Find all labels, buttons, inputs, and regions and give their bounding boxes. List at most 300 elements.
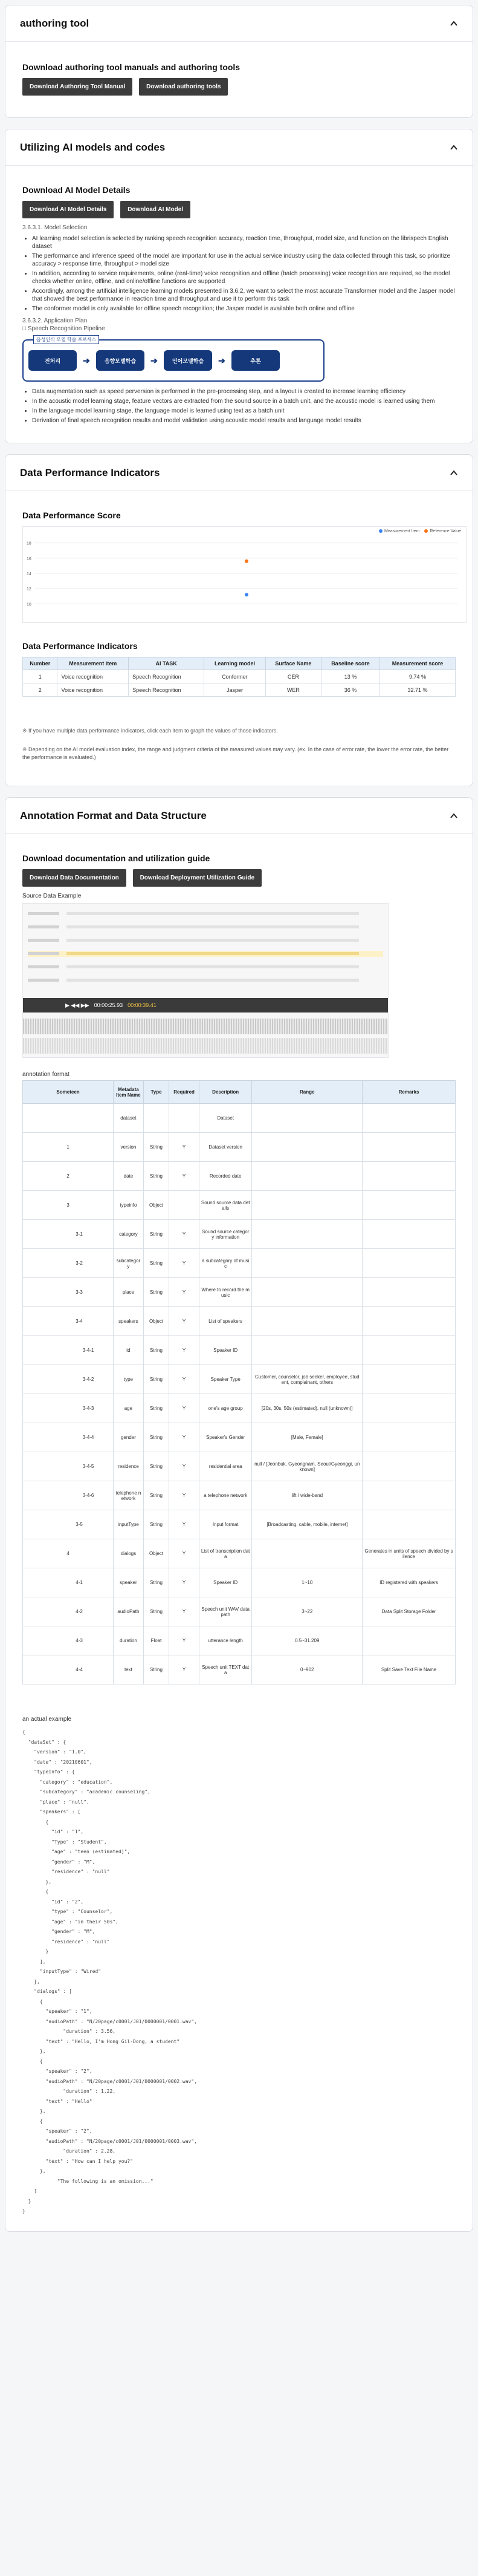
- cell: lift / wide-band: [252, 1481, 363, 1510]
- table-row: [23, 1336, 456, 1365]
- chevron-up-icon[interactable]: [450, 19, 458, 28]
- cell: typeinfo: [114, 1191, 144, 1220]
- cell: [252, 1249, 363, 1278]
- arrow-right-icon: ➔: [83, 355, 90, 365]
- cell: subcategory: [114, 1249, 144, 1278]
- transcript-line: [28, 924, 383, 930]
- chevron-up-icon[interactable]: [450, 812, 458, 820]
- code-line: {: [22, 1998, 43, 2004]
- code-line: "speaker" : "2",: [22, 2069, 92, 2074]
- cell: type: [114, 1365, 144, 1394]
- table-row[interactable]: [23, 683, 456, 697]
- ai-models-subtitle: Download AI Model Details: [22, 185, 131, 195]
- cell: a subcategory of music: [199, 1249, 252, 1278]
- cell: 0.5~31.209: [252, 1626, 363, 1655]
- y-tick-label: 10: [27, 602, 31, 607]
- cell: [Male, Female]: [252, 1423, 363, 1452]
- table-row: [23, 1568, 456, 1597]
- code-line: "gender" : "M",: [22, 1929, 95, 1934]
- cell: String: [143, 1423, 169, 1452]
- cell: dialogs: [114, 1539, 144, 1568]
- code-line: {: [22, 1729, 25, 1735]
- performance-chart: [22, 526, 467, 623]
- cell: Input format: [199, 1510, 252, 1539]
- y-tick-label: 18: [27, 541, 31, 546]
- cell: 2: [23, 683, 57, 697]
- performance-header[interactable]: [5, 455, 473, 491]
- cell: Speech unit WAV data path: [199, 1597, 252, 1626]
- cell: 1: [23, 670, 57, 683]
- col-baseline-score: Baseline score: [321, 657, 379, 670]
- cell: Sound source category information: [199, 1220, 252, 1249]
- authoring-header[interactable]: [5, 5, 473, 42]
- annotation-title: Annotation Format and Data Structure: [20, 809, 207, 821]
- cell: [143, 1104, 169, 1133]
- code-line: {: [22, 2118, 43, 2124]
- table-row: [23, 1597, 456, 1626]
- cell: one's age group: [199, 1394, 252, 1423]
- data-point-reference[interactable]: [245, 559, 248, 563]
- arrow-right-icon: ➔: [218, 355, 225, 365]
- ai-models-title: Utilizing AI models and codes: [20, 141, 166, 153]
- cell: [363, 1307, 456, 1336]
- cell: 3-1: [23, 1220, 114, 1249]
- cell: Y: [169, 1394, 199, 1423]
- table-row: [23, 1307, 456, 1336]
- cell: String: [143, 1365, 169, 1394]
- list-item: • Accordingly, among the artificial intelligence learning models presented in 3.6.2, we want to select the most accurate Transformer model and the Jasper model that showed the best performance in reaction time and throughput and use it to perform this task: [32, 287, 456, 303]
- cell: [363, 1278, 456, 1307]
- cell: [252, 1539, 363, 1568]
- cell: String: [143, 1394, 169, 1423]
- cell: 3-4-4: [23, 1423, 114, 1452]
- cell: audioPath: [114, 1597, 144, 1626]
- cell: List of transcription data: [199, 1539, 252, 1568]
- cell: Customer, counselor, job seeker, employee, student, complainant, others: [252, 1365, 363, 1394]
- pipeline-step-acoustic: 음향모델학습: [96, 350, 144, 371]
- table-row: [23, 1452, 456, 1481]
- code-line: "typeInfo" : {: [22, 1769, 75, 1775]
- pipeline-tag: 음성인식 모델 학습 프로세스: [33, 335, 99, 344]
- code-line: "residence" : "null": [22, 1869, 110, 1874]
- code-line: "text" : "Hello": [22, 2098, 92, 2104]
- cell: 2: [23, 1162, 114, 1191]
- table-row: [23, 1220, 456, 1249]
- cell: [252, 1191, 363, 1220]
- cell: Y: [169, 1365, 199, 1394]
- cell: age: [114, 1394, 144, 1423]
- cell: Speaker ID: [199, 1336, 252, 1365]
- audio-time-total: 00:00:39.41: [128, 1002, 157, 1008]
- cell: [363, 1249, 456, 1278]
- performance-note-2: ※ Depending on the AI model evaluation index, the range and judgment criteria of the measured values may vary. (ex. In the case of error rate, the lower the error rate, the better the performance is evaluated.): [22, 746, 449, 760]
- cell: 3~22: [252, 1597, 363, 1626]
- table-row: [23, 1481, 456, 1510]
- arrow-right-icon: ➔: [150, 355, 158, 365]
- cell: 0~902: [252, 1655, 363, 1684]
- cell: String: [143, 1510, 169, 1539]
- cell: String: [143, 1481, 169, 1510]
- download-tools-button[interactable]: Download authoring tools: [139, 78, 228, 96]
- cell: category: [114, 1220, 144, 1249]
- cell: speakers: [114, 1307, 144, 1336]
- code-line: "inputType" : "Wired": [22, 1969, 102, 1974]
- cell: telephone network: [114, 1481, 144, 1510]
- cell: speaker: [114, 1568, 144, 1597]
- cell: String: [143, 1336, 169, 1365]
- application-plan-heading: 3.6.3.2. Application Plan: [22, 318, 88, 324]
- cell: utterance length: [199, 1626, 252, 1655]
- code-line: }: [22, 1949, 49, 1954]
- list-item: • The conformer model is only available for offline speech recognition; the Jasper model is available both online and offline: [32, 305, 456, 313]
- code-line: "date" : "20210601",: [22, 1759, 92, 1765]
- col-measurement-item: Measurement item: [57, 657, 129, 670]
- code-line: }: [22, 2198, 31, 2204]
- col-description: Description: [199, 1081, 252, 1104]
- play-icon[interactable]: ▶ ◀◀ ▶▶: [65, 1002, 89, 1008]
- code-line: "dataSet" : {: [22, 1739, 66, 1745]
- cell: Speech Recognition: [129, 670, 204, 683]
- pipeline-heading: □ Speech Recognition Pipeline: [22, 325, 105, 332]
- cell: a telephone network: [199, 1481, 252, 1510]
- y-tick-label: 14: [27, 572, 31, 576]
- cell: Split Save Text File Name: [363, 1655, 456, 1684]
- cell: Object: [143, 1191, 169, 1220]
- cell: Y: [169, 1539, 199, 1568]
- cell: [252, 1220, 363, 1249]
- cell: dataset: [114, 1104, 144, 1133]
- json-example-code: [22, 1727, 456, 2217]
- list-item: • In the acoustic model learning stage, feature vectors are extracted from the sound source in a batch unit, and the acoustic model is learned using them: [32, 397, 456, 405]
- cell: String: [143, 1597, 169, 1626]
- code-line: ]: [22, 2188, 37, 2194]
- cell: String: [143, 1655, 169, 1684]
- code-line: "subcategory" : "academic counseling",: [22, 1789, 150, 1795]
- authoring-panel: [5, 5, 473, 118]
- cell: 4-4: [23, 1655, 114, 1684]
- table-row: [23, 1162, 456, 1191]
- audio-time-current: 00:00:25.93: [94, 1002, 123, 1008]
- cell: Y: [169, 1655, 199, 1684]
- cell: Y: [169, 1133, 199, 1162]
- code-line: "category" : "education",: [22, 1779, 113, 1785]
- code-line: },: [22, 1978, 40, 1984]
- source-data-label: Source Data Example: [22, 893, 82, 899]
- cell: Jasper: [204, 683, 266, 697]
- code-line: },: [22, 1879, 52, 1885]
- authoring-subtitle: Download authoring tool manuals and authoring tools: [22, 62, 241, 72]
- cell: Conformer: [204, 670, 266, 683]
- source-data-image: [22, 903, 389, 1058]
- cell: id: [114, 1336, 144, 1365]
- pipeline-step-preprocess: 전처리: [28, 350, 77, 371]
- cell: [363, 1452, 456, 1481]
- code-line: ],: [22, 1958, 46, 1965]
- col-ai-task: AI TASK: [129, 657, 204, 670]
- cell: 3-4-1: [23, 1336, 114, 1365]
- cell: [252, 1133, 363, 1162]
- table-row: [23, 1510, 456, 1539]
- cell: 3-4-3: [23, 1394, 114, 1423]
- cell: null / [Jeonbuk, Gyeongnam, Seoul/Gyeonggi, unknown]: [252, 1452, 363, 1481]
- col-required: Required: [169, 1081, 199, 1104]
- cell: [363, 1394, 456, 1423]
- cell: Y: [169, 1510, 199, 1539]
- annotation-header[interactable]: [5, 798, 473, 834]
- cell: String: [143, 1568, 169, 1597]
- annotation-panel: [5, 797, 473, 2232]
- code-line: },: [22, 2168, 46, 2174]
- cell: [363, 1365, 456, 1394]
- performance-title: Data Performance Indicators: [20, 466, 160, 478]
- cell: 3: [23, 1191, 114, 1220]
- code-line: "audioPath" : "N/20page/c0001/J01/0000001/0003.wav",: [22, 2138, 197, 2144]
- cell: [363, 1104, 456, 1133]
- code-line: "text" : "Hello, I'm Hong Gil-Dong, a student": [22, 2038, 180, 2044]
- audio-player-bar[interactable]: [23, 998, 388, 1012]
- cell: 4: [23, 1539, 114, 1568]
- cell: 4-1: [23, 1568, 114, 1597]
- list-item: • The performance and inference speed of the model are important for use in the actual service industry using the data collected through this task, so prioritize accuracy > response time, throughput > model size: [32, 252, 456, 268]
- cell: Y: [169, 1481, 199, 1510]
- cell: Dataset version: [199, 1133, 252, 1162]
- table-header-row: [23, 657, 456, 670]
- chevron-up-icon[interactable]: [450, 143, 458, 152]
- download-manual-button[interactable]: Download Authoring Tool Manual: [22, 78, 132, 96]
- table-row: [23, 1191, 456, 1220]
- cell: [363, 1336, 456, 1365]
- cell: Speech unit TEXT data: [199, 1655, 252, 1684]
- ai-models-panel: [5, 129, 473, 443]
- y-tick-label: 16: [27, 556, 31, 561]
- cell: Y: [169, 1568, 199, 1597]
- col-item-name: Metadata Item Name: [114, 1081, 144, 1104]
- code-line: "age" : "in their 50s",: [22, 1919, 118, 1925]
- cell: Recorded date: [199, 1162, 252, 1191]
- cell: Y: [169, 1249, 199, 1278]
- cell: residence: [114, 1452, 144, 1481]
- cell: [363, 1162, 456, 1191]
- annotation-format-label: annotation format: [22, 1071, 69, 1078]
- cell: [363, 1626, 456, 1655]
- col-someteen: Someteen: [23, 1081, 114, 1104]
- chart-legend: [379, 529, 461, 533]
- chart-svg: [23, 527, 466, 622]
- download-documentation-button[interactable]: Download Data Documentation: [22, 869, 126, 887]
- cell: String: [143, 1249, 169, 1278]
- code-line: },: [22, 2049, 46, 2054]
- code-line: "dialogs" : [: [22, 1989, 72, 1994]
- cell: [169, 1191, 199, 1220]
- code-line: "id" : "2",: [22, 1899, 84, 1905]
- cell: Voice recognition: [57, 683, 129, 697]
- cell: 4-3: [23, 1626, 114, 1655]
- code-line: }: [22, 2208, 25, 2214]
- transcript-line: [28, 964, 383, 970]
- download-guide-button[interactable]: Download Deployment Utilization Guide: [133, 869, 262, 887]
- cell: [363, 1220, 456, 1249]
- cell: List of speakers: [199, 1307, 252, 1336]
- code-line: "place" : "null",: [22, 1799, 89, 1805]
- cell: [363, 1510, 456, 1539]
- cell: 3-4-2: [23, 1365, 114, 1394]
- cell: 3-4: [23, 1307, 114, 1336]
- cell: WER: [265, 683, 321, 697]
- cell: [363, 1481, 456, 1510]
- cell: String: [143, 1133, 169, 1162]
- table-row: [23, 1249, 456, 1278]
- cell: [252, 1162, 363, 1191]
- cell: 3-5: [23, 1510, 114, 1539]
- cell: Y: [169, 1452, 199, 1481]
- legend-item-reference[interactable]: Reference Value: [424, 529, 461, 533]
- cell: gender: [114, 1423, 144, 1452]
- cell: duration: [114, 1626, 144, 1655]
- cell: Y: [169, 1597, 199, 1626]
- ai-models-header[interactable]: [5, 129, 473, 166]
- col-surface-name: Surface Name: [265, 657, 321, 670]
- col-measurement-score: Measurement score: [379, 657, 455, 670]
- table-row[interactable]: [23, 670, 456, 683]
- code-line: "residence" : "null": [22, 1939, 110, 1945]
- transcript-line: [28, 911, 383, 917]
- cell: 3-4-5: [23, 1452, 114, 1481]
- cell: [252, 1336, 363, 1365]
- annotation-format-table: [22, 1080, 456, 1684]
- legend-item-measurement[interactable]: Measurement Item: [379, 529, 419, 533]
- code-line: "gender" : "M",: [22, 1859, 95, 1865]
- authoring-title: authoring tool: [20, 17, 89, 29]
- table-row: [23, 1278, 456, 1307]
- code-line: "id" : "1",: [22, 1829, 84, 1834]
- cell: [23, 1104, 114, 1133]
- cell: 4-2: [23, 1597, 114, 1626]
- download-model-button[interactable]: Download AI Model: [120, 201, 190, 218]
- cell: Y: [169, 1162, 199, 1191]
- col-type: Type: [143, 1081, 169, 1104]
- table-row: [23, 1133, 456, 1162]
- code-line: "speaker" : "1",: [22, 2009, 92, 2014]
- cell: ID registered with speakers: [363, 1568, 456, 1597]
- table-row: [23, 1394, 456, 1423]
- cell: [169, 1104, 199, 1133]
- cell: 3-4-6: [23, 1481, 114, 1510]
- cell: [252, 1104, 363, 1133]
- cell: [Broadcasting, cable, mobile, internet]: [252, 1510, 363, 1539]
- cell: 1: [23, 1133, 114, 1162]
- data-point-measurement[interactable]: [245, 593, 248, 596]
- cell: residential area: [199, 1452, 252, 1481]
- table-row: [23, 1423, 456, 1452]
- col-remarks: Remarks: [363, 1081, 456, 1104]
- cell: [363, 1133, 456, 1162]
- table-row: [23, 1626, 456, 1655]
- cell: Speaker ID: [199, 1568, 252, 1597]
- cell: 3-3: [23, 1278, 114, 1307]
- chevron-up-icon[interactable]: [450, 469, 458, 477]
- performance-panel: [5, 454, 473, 786]
- transcript-line-active: [28, 951, 383, 957]
- cell: text: [114, 1655, 144, 1684]
- actual-example-label: an actual example: [22, 1716, 72, 1723]
- cell: Speaker's Gender: [199, 1423, 252, 1452]
- table-row: [23, 1539, 456, 1568]
- cell: Where to record the music: [199, 1278, 252, 1307]
- cell: CER: [265, 670, 321, 683]
- col-learning-model: Learning model: [204, 657, 266, 670]
- transcript-line: [28, 977, 383, 983]
- model-selection-heading: 3.6.3.1. Model Selection: [22, 224, 88, 231]
- cell: String: [143, 1162, 169, 1191]
- cell: 32.71 %: [379, 683, 455, 697]
- list-item: • In addition, according to service requirements, online (real-time) voice recognition and offline (batch processing) voice recognition are required, so the model checks whether online, offline, and online/offline functions are supported: [32, 270, 456, 285]
- speech-pipeline-diagram: [22, 339, 325, 382]
- code-line: {: [22, 1819, 49, 1825]
- list-item: • Derivation of final speech recognition results and model validation using acoustic model results and language model results: [32, 417, 456, 425]
- table-row: [23, 1365, 456, 1394]
- code-line: "audioPath" : "N/20page/c0001/J01/0000001/0001.wav",: [22, 2018, 197, 2024]
- cell: Object: [143, 1539, 169, 1568]
- table-row: [23, 1655, 456, 1684]
- pipeline-step-language: 언어모델학습: [164, 350, 212, 371]
- download-model-details-button[interactable]: Download AI Model Details: [22, 201, 114, 218]
- code-line: "duration" : 3.56,: [22, 2029, 116, 2034]
- annotation-subtitle: Download documentation and utilization guide: [22, 853, 210, 863]
- transcript-line: [28, 937, 383, 944]
- performance-table: [22, 657, 456, 697]
- cell: Y: [169, 1336, 199, 1365]
- code-line: "duration" : 1.22,: [22, 2089, 116, 2094]
- cell: 3-2: [23, 1249, 114, 1278]
- cell: String: [143, 1452, 169, 1481]
- col-number: Number: [23, 657, 57, 670]
- cell: Sound source data details: [199, 1191, 252, 1220]
- code-line: "type" : "Counselor",: [22, 1909, 113, 1914]
- model-selection-list: [22, 235, 456, 313]
- code-line: "text" : "How can I help you?": [22, 2158, 134, 2164]
- performance-indicators-heading: Data Performance Indicators: [22, 641, 138, 651]
- cell: inputType: [114, 1510, 144, 1539]
- cell: Generates in units of speech divided by silence: [363, 1539, 456, 1568]
- code-line: "The following is an omission...": [22, 2178, 153, 2184]
- cell: Data Split Storage Folder: [363, 1597, 456, 1626]
- cell: [363, 1423, 456, 1452]
- cell: 9.74 %: [379, 670, 455, 683]
- cell: 1~10: [252, 1568, 363, 1597]
- table-row: [23, 1104, 456, 1133]
- cell: String: [143, 1220, 169, 1249]
- waveform[interactable]: [23, 1038, 388, 1054]
- code-line: "speakers" : [: [22, 1809, 81, 1815]
- code-line: "audioPath" : "N/20page/c0001/J01/0000001/0002.wav",: [22, 2078, 197, 2084]
- waveform[interactable]: [23, 1019, 388, 1034]
- cell: Y: [169, 1423, 199, 1452]
- list-item: • AI learning model selection is selected by ranking speech recognition accuracy, reaction time, throughput, model size, and function on the librispech English dataset: [32, 235, 456, 250]
- cell: [252, 1278, 363, 1307]
- cell: String: [143, 1278, 169, 1307]
- cell: Y: [169, 1278, 199, 1307]
- performance-score-heading: Data Performance Score: [22, 510, 121, 520]
- code-line: {: [22, 2058, 43, 2064]
- code-line: },: [22, 2108, 46, 2114]
- cell: date: [114, 1162, 144, 1191]
- cell: Float: [143, 1626, 169, 1655]
- code-line: "speaker" : "2",: [22, 2128, 92, 2134]
- cell: Y: [169, 1220, 199, 1249]
- list-item: • Data augmentation such as speed perversion is performed in the pre-processing step, and a layout is created to increase learning efficiency: [32, 388, 456, 396]
- cell: Y: [169, 1626, 199, 1655]
- performance-note-1: ※ If you have multiple data performance indicators, click each item to graph the values of those indicators.: [22, 728, 278, 734]
